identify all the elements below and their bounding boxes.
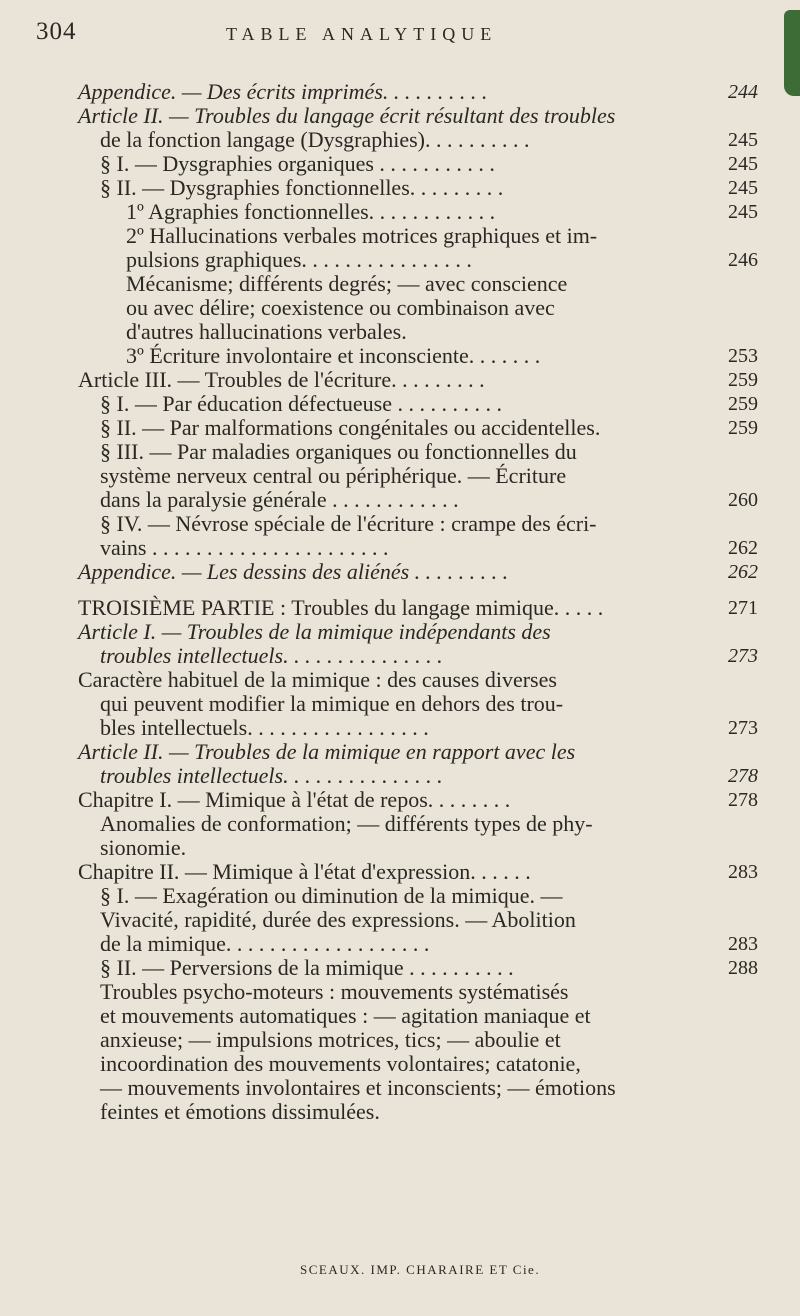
toc-line: qui peuvent modifier la mimique en dehors des trou- — [100, 691, 564, 716]
toc-line: et mouvements automatiques : — agitation maniaque et — [100, 1003, 591, 1028]
page-edge-mark — [784, 10, 800, 96]
toc-line: Article II. — Troubles du langage écrit résultant des troubles — [78, 103, 616, 128]
toc-line: Mécanisme; différents degrés; — avec conscience — [126, 271, 568, 296]
toc-line: — mouvements involontaires et inconscients; — émotions — [100, 1075, 616, 1100]
toc-line: § II. — Par malformations congénitales ou accidentelles. 259 — [100, 415, 758, 440]
toc-line: d'autres hallucinations verbales. — [126, 319, 407, 344]
toc-line: système nerveux central ou périphérique. — Écriture — [100, 463, 567, 488]
toc-line: Chapitre II. — Mimique à l'état d'expression. . . . . . 283 — [78, 859, 758, 884]
toc-line: sionomie. — [100, 835, 187, 860]
toc-line: vains . . . . . . . . . . . . . . . . . . . . . . 262 — [100, 535, 758, 560]
table-of-contents — [78, 79, 758, 1124]
toc-line: feintes et émotions dissimulées. — [100, 1099, 380, 1124]
toc-line: 2º Hallucinations verbales motrices graphiques et im- — [126, 223, 598, 248]
toc-line: 1º Agraphies fonctionnelles. . . . . . . . . . . . 245 — [126, 199, 758, 224]
toc-line: de la fonction langage (Dysgraphies). . . . . . . . . . 245 — [100, 127, 758, 152]
toc-line: troubles intellectuels. . . . . . . . . . . . . . . 273 — [100, 643, 758, 668]
toc-line: 3º Écriture involontaire et inconsciente. . . . . . . 253 — [126, 343, 758, 368]
toc-line: § III. — Par maladies organiques ou fonctionnelles du — [100, 439, 577, 464]
printer-imprint: SCEAUX. IMP. CHARAIRE ET Cie. — [300, 1262, 541, 1277]
toc-line: § I. — Par éducation défectueuse . . . . . . . . . . 259 — [100, 391, 758, 416]
toc-line: bles intellectuels. . . . . . . . . . . . . . . . . 273 — [100, 715, 758, 740]
toc-line: de la mimique. . . . . . . . . . . . . . . . . . . 283 — [100, 931, 758, 956]
toc-line: § I. — Dysgraphies organiques . . . . . . . . . . . 245 — [100, 151, 758, 176]
toc-line: Article III. — Troubles de l'écriture. . . . . . . . . 259 — [78, 367, 758, 392]
toc-line: anxieuse; — impulsions motrices, tics; — aboulie et — [100, 1027, 561, 1052]
toc-line: Chapitre I. — Mimique à l'état de repos. . . . . . . . 278 — [78, 787, 758, 812]
toc-line: ou avec délire; coexistence ou combinaison avec — [126, 295, 555, 320]
toc-line: TROISIÈME PARTIE : Troubles du langage mimique. . . . . 271 — [78, 595, 758, 620]
toc-line: Anomalies de conformation; — différents types de phy- — [100, 811, 593, 836]
toc-line: Troubles psycho-moteurs : mouvements systématisés — [100, 979, 569, 1004]
toc-line: pulsions graphiques. . . . . . . . . . . . . . . . 246 — [126, 247, 758, 272]
running-title: TABLE ANALYTIQUE — [226, 24, 498, 44]
toc-line: Appendice. — Des écrits imprimés. . . . . . . . . . 244 — [78, 79, 758, 104]
toc-line: § I. — Exagération ou diminution de la mimique. — — [100, 883, 563, 908]
toc-line: dans la paralysie générale . . . . . . . . . . . . 260 — [100, 487, 758, 512]
toc-line: Vivacité, rapidité, durée des expressions. — Abolition — [100, 907, 576, 932]
toc-line: Appendice. — Les dessins des aliénés . . . . . . . . . 262 — [78, 559, 758, 584]
toc-line: troubles intellectuels. . . . . . . . . . . . . . . 278 — [100, 763, 758, 788]
toc-line: § IV. — Névrose spéciale de l'écriture : crampe des écri- — [100, 511, 597, 536]
toc-line: § II. — Dysgraphies fonctionnelles. . . . . . . . . 245 — [100, 175, 758, 200]
toc-line: Article I. — Troubles de la mimique indépendants des — [78, 619, 551, 644]
toc-line: Caractère habituel de la mimique : des causes diverses — [78, 667, 557, 692]
toc-line: incoordination des mouvements volontaires; catatonie, — [100, 1051, 581, 1076]
toc-line: Article II. — Troubles de la mimique en rapport avec les — [78, 739, 576, 764]
page-number: 304 — [36, 18, 77, 45]
toc-line: § II. — Perversions de la mimique . . . . . . . . . . 288 — [100, 955, 758, 980]
